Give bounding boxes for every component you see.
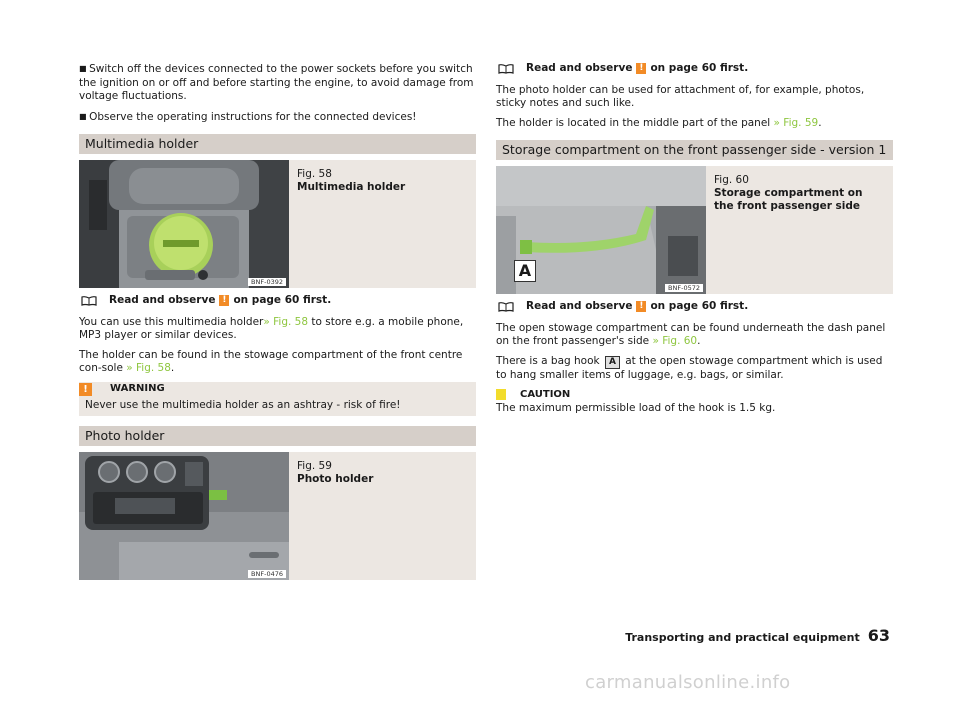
paragraph-text: . <box>818 116 822 129</box>
read-suffix: on page 60 first. <box>233 294 332 306</box>
paragraph <box>79 349 476 376</box>
figure-59 <box>79 452 476 580</box>
read-and-observe <box>496 62 893 76</box>
paragraph <box>496 322 893 349</box>
warning-text: Never use the multimedia holder as an ashtray - risk of fire! <box>85 398 401 411</box>
paragraph <box>79 316 476 343</box>
figure-title: Storage compartment on the front passenger side <box>714 187 863 212</box>
footer-chapter-title: Transporting and practical equipment <box>625 631 860 644</box>
paragraph-text: to store e.g. a mobile phone, MP3 player or similar devices. <box>79 315 464 341</box>
paragraph-text: The open stowage compartment can be found underneath the dash panel on the front passenger's side <box>496 321 886 347</box>
page-number: 63 <box>867 626 890 645</box>
warning-box <box>79 382 476 417</box>
bullet-text: ■ Observe the operating instructions for the connected devices! <box>79 110 476 125</box>
paragraph-text: The holder is located in the middle part of the panel <box>496 116 774 129</box>
label-a: A <box>514 260 536 282</box>
warning-icon: ! <box>79 383 92 396</box>
warning-icon: ! <box>636 301 646 312</box>
figure-title: Photo holder <box>297 473 374 485</box>
read-prefix: Read and observe <box>526 300 633 312</box>
figure-link[interactable]: » Fig. 58 <box>263 315 309 328</box>
watermark: carmanualsonline.info <box>585 672 791 693</box>
caution-icon <box>496 389 506 400</box>
paragraph-text: . <box>697 335 701 347</box>
warning-icon: ! <box>219 295 229 306</box>
figure-caption <box>289 160 413 288</box>
label-a-inline: A <box>605 356 620 369</box>
storage-compartment-image <box>496 166 706 294</box>
figure-link[interactable]: » Fig. 58 <box>126 362 171 374</box>
read-and-observe <box>79 294 476 308</box>
page-footer <box>620 626 890 645</box>
paragraph-text: . <box>170 362 175 374</box>
figure-number: Fig. 59 <box>297 460 332 472</box>
figure-number: Fig. 58 <box>297 168 332 180</box>
warning-icon: ! <box>636 63 646 74</box>
caution-text: The maximum permissible load of the hook is 1.5 kg. <box>496 401 776 414</box>
book-icon <box>498 302 514 312</box>
read-prefix: Read and observe <box>526 62 633 74</box>
section-heading: Multimedia holder <box>79 134 476 154</box>
figure-code: BNF-0392 <box>248 278 286 286</box>
section-heading: Photo holder <box>79 426 476 446</box>
read-prefix: Read and observe <box>109 294 216 306</box>
paragraph-text: The holder can be found in the stowage compartment of the front centre con-sole <box>79 348 463 374</box>
section-heading: Storage compartment on the front passenger side - version 1 <box>496 140 893 160</box>
figure-title: Multimedia holder <box>297 181 406 193</box>
right-column <box>496 62 893 421</box>
read-suffix: on page 60 first. <box>650 62 749 74</box>
paragraph-text: at the open stowage compartment which is used to hang smaller items of luggage, e.g. bags, or similar. <box>496 354 883 381</box>
book-icon <box>81 296 97 306</box>
paragraph <box>496 355 893 383</box>
warning-label: WARNING <box>110 383 165 395</box>
read-and-observe <box>496 300 893 314</box>
figure-link[interactable]: » Fig. 59 <box>773 116 819 129</box>
caution-header <box>496 388 893 402</box>
figure-number: Fig. 60 <box>714 174 749 186</box>
multimedia-holder-image <box>79 160 289 288</box>
figure-code: BNF-0476 <box>248 570 286 578</box>
bullet-text: ■ Switch off the devices connected to the power sockets before you switch the ignition on or off and before starting the engine, to avoid damage from voltage fluctuations. <box>79 62 476 104</box>
paragraph <box>496 117 893 131</box>
read-suffix: on page 60 first. <box>650 300 749 312</box>
figure-58 <box>79 160 476 288</box>
figure-60 <box>496 166 893 294</box>
caution-label: CAUTION <box>520 389 571 400</box>
paragraph-text: There is a bag hook <box>496 354 603 367</box>
left-column <box>79 62 476 586</box>
figure-caption <box>706 166 893 294</box>
paragraph: The photo holder can be used for attachment of, for example, photos, sticky notes and such like. <box>496 83 865 109</box>
warning-header <box>79 382 476 397</box>
figure-caption <box>289 452 381 580</box>
photo-holder-image <box>79 452 289 580</box>
book-icon <box>498 64 514 74</box>
figure-link[interactable]: » Fig. 60 <box>652 335 698 347</box>
paragraph-text: You can use this multimedia holder <box>79 315 264 328</box>
figure-code: BNF-0572 <box>665 284 703 292</box>
